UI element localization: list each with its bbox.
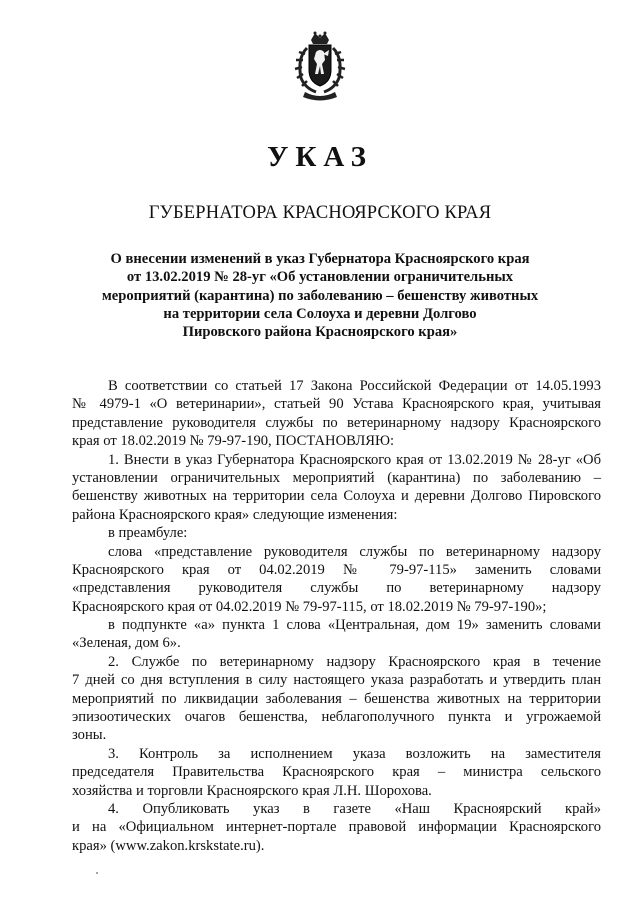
body-line: «представления руководителя службы по ветеринарному надзору bbox=[72, 580, 601, 597]
body-line: эпизоотических очагов бешенства, неблагополучного пункта и угрожаемой bbox=[72, 709, 601, 726]
body-line: в преамбуле: bbox=[108, 525, 188, 542]
body-line: В соответствии со статьей 17 Закона Российской Федерации от 14.05.1993 bbox=[108, 378, 601, 394]
body-line: представление руководителя службы по ветеринарному надзору Красноярского bbox=[72, 414, 601, 431]
body-line: 4. Опубликовать указ в газете «Наш Красноярский край» bbox=[108, 800, 601, 817]
body-line: и на «Официальном интернет-портале правовой информации Красноярского bbox=[72, 819, 601, 836]
body-line: «Зеленая, дом 6». bbox=[72, 635, 181, 652]
body-line: края» (www.zakon.krskstate.ru). bbox=[72, 837, 265, 854]
body-line: в подпункте «а» пункта 1 слова «Центральная, дом 19» заменить словами bbox=[108, 617, 601, 634]
heading-line: Пировского района Красноярского края» bbox=[182, 324, 458, 341]
document-title: УКАЗ bbox=[267, 141, 373, 173]
document-subtitle: ГУБЕРНАТОРА КРАСНОЯРСКОГО КРАЯ bbox=[148, 203, 492, 223]
body-line: 2. Службе по ветеринарному надзору Красноярского края в течение bbox=[108, 653, 601, 670]
body-line: 3. Контроль за исполнением указа возложить на заместителя bbox=[108, 745, 601, 762]
document-heading bbox=[0, 250, 640, 341]
scan-speck bbox=[96, 872, 98, 874]
body-line: слова «представление руководителя службы по ветеринарному надзору bbox=[108, 543, 601, 560]
body-line: Красноярского края от 04.02.2019 № 79-97-115» заменить словами bbox=[72, 561, 601, 578]
body-line: края от 18.02.2019 № 79-97-190, ПОСТАНОВЛЯЮ: bbox=[72, 433, 395, 450]
body-line: зоны. bbox=[72, 727, 107, 744]
heading-line: мероприятий (карантина) по заболеванию – бешенству животных bbox=[101, 287, 539, 304]
heading-line: О внесении изменений в указ Губернатора Красноярского края bbox=[110, 251, 530, 267]
body-line: мероприятий по ликвидации заболевания – бешенства животных на территории bbox=[72, 690, 601, 707]
body-line: № 4979-1 «О ветеринарии», статьей 90 Устава Красноярского края, учитывая bbox=[72, 396, 601, 413]
body-line: Красноярского края от 04.02.2019 № 79-97-115, от 18.02.2019 № 79-97-190»; bbox=[72, 598, 547, 615]
body-line: 1. Внести в указ Губернатора Красноярского края от 13.02.2019 № 28-уг «Об bbox=[108, 451, 601, 468]
body-line: 7 дней со дня вступления в силу настоящего указа разработать и утвердить план bbox=[72, 672, 601, 689]
heading-line: от 13.02.2019 № 28-уг «Об установлении ограничительных bbox=[126, 269, 514, 286]
body-line: района Красноярского края» следующие изменения: bbox=[72, 506, 398, 523]
document-body bbox=[72, 377, 601, 855]
body-line: председателя Правительства Красноярского края – министра сельского bbox=[72, 764, 601, 781]
body-line: установлении ограничительных мероприятий (карантина) по заболеванию – bbox=[72, 469, 601, 486]
heading-line: на территории села Солоуха и деревни Долгово bbox=[163, 305, 477, 322]
krasnoyarsk-coat-of-arms-icon bbox=[289, 30, 351, 104]
body-line: бешенству животных на территории села Солоуха и деревни Долгово Пировского bbox=[72, 488, 601, 505]
body-line: хозяйства и торговли Красноярского края Л.Н. Шорохова. bbox=[72, 782, 432, 799]
